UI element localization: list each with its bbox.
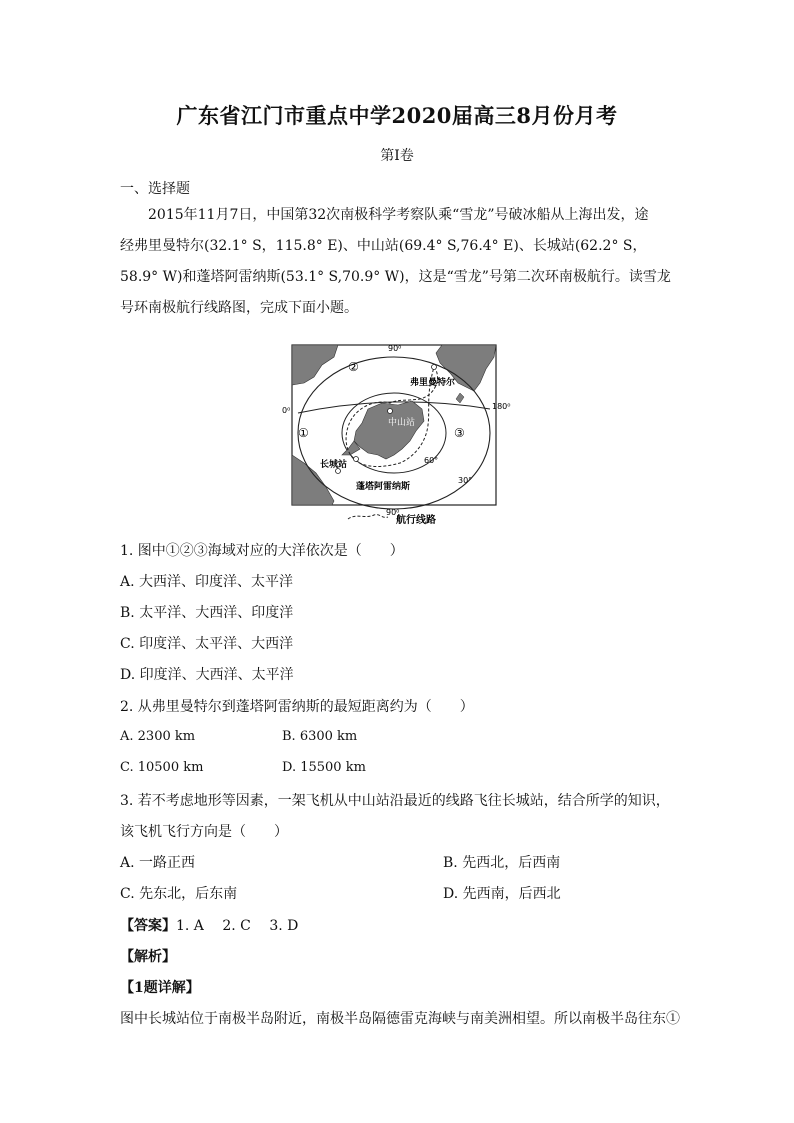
question-1-option-a: A. 大西洋、印度洋、太平洋 (120, 574, 294, 590)
question-2-option-b: B. 6300 km (282, 729, 358, 744)
antarctic-route-map (282, 343, 511, 527)
intro-paragraph (120, 200, 680, 324)
ocean-3-label: ③ (454, 426, 465, 440)
volume-label: 第I卷 (380, 148, 414, 164)
changcheng-label: 长城站 (320, 460, 348, 470)
ocean-2-label: ② (348, 360, 359, 374)
label-60: 60° (424, 456, 439, 465)
question-1-option-d: D. 印度洋、大西洋、太平洋 (120, 667, 294, 683)
section-heading: 一、选择题 (120, 181, 190, 197)
question-3-option-c: C. 先东北，后东南 (120, 886, 238, 902)
label-0: 0⁰ (282, 406, 291, 415)
question-2-option-a: A. 2300 km (120, 729, 196, 744)
fremantle-dot (432, 365, 437, 370)
intro-line: 号环南极航行线路图，完成下面小题。 (120, 300, 358, 316)
question-3-stem-line2: 该飞机飞行方向是（ ） (120, 824, 288, 840)
legend-label: 航行线路 (396, 515, 436, 526)
label-90-top: 90⁰ (388, 344, 402, 353)
changcheng-dot (354, 457, 359, 462)
fremantle-label: 弗里曼特尔 (410, 378, 456, 388)
label-90-bottom: 90⁰ (386, 508, 400, 517)
legend-route-sample (348, 515, 388, 519)
intro-line: 经弗里曼特尔(32.1° S，115.8° E)、中山站(69.4° S,76.4° E)、长城站(62.2° S， (120, 238, 647, 254)
zhongshan-label: 中山站 (388, 418, 416, 428)
answer-label: 【答案】 (120, 918, 176, 934)
intro-line: 58.9° W)和蓬塔阿雷纳斯(53.1° S,70.9° W)，这是“雪龙”号第二次环南极航行。读雪龙 (120, 269, 671, 285)
question-1-option-b: B. 太平洋、大西洋、印度洋 (120, 605, 294, 621)
question-3-stem-line1: 3. 若不考虑地形等因素，一架飞机从中山站沿最近的线路飞往长城站，结合所学的知识， (120, 793, 670, 809)
question-3-option-d: D. 先西南，后西北 (443, 886, 561, 902)
zhongshan-dot (388, 409, 393, 414)
question-1-stem: 1. 图中①②③海域对应的大洋依次是（ ） (120, 543, 404, 559)
question-2-stem: 2. 从弗里曼特尔到蓬塔阿雷纳斯的最短距离约为（ ） (120, 699, 474, 715)
analysis-label: 【解析】 (120, 949, 176, 965)
detail-heading: 【1题详解】 (120, 980, 200, 996)
question-3-option-a: A. 一路正西 (120, 855, 196, 871)
punta-label: 蓬塔阿雷纳斯 (356, 482, 411, 492)
answer-line (120, 915, 298, 935)
intro-line: 2015年11月7日，中国第32次南极科学考察队乘“雪龙”号破冰船从上海出发，途 (148, 207, 649, 223)
ocean-1-label: ① (298, 426, 309, 440)
label-30: 30° (458, 476, 473, 485)
question-3-option-b: B. 先西北，后西南 (443, 855, 561, 871)
detail-text: 图中长城站位于南极半岛附近，南极半岛隔德雷克海峡与南美洲相望。所以南极半岛往东① (120, 1011, 680, 1027)
question-2-option-c: C. 10500 km (120, 760, 204, 775)
label-180: 180⁰ (492, 402, 511, 411)
question-2-option-d: D. 15500 km (282, 760, 366, 775)
answer-text: 1. A 2. C 3. D (176, 918, 299, 934)
page-title: 广东省江门市重点中学2020届高三8月份月考 (176, 103, 618, 128)
question-1-option-c: C. 印度洋、太平洋、大西洋 (120, 636, 294, 652)
